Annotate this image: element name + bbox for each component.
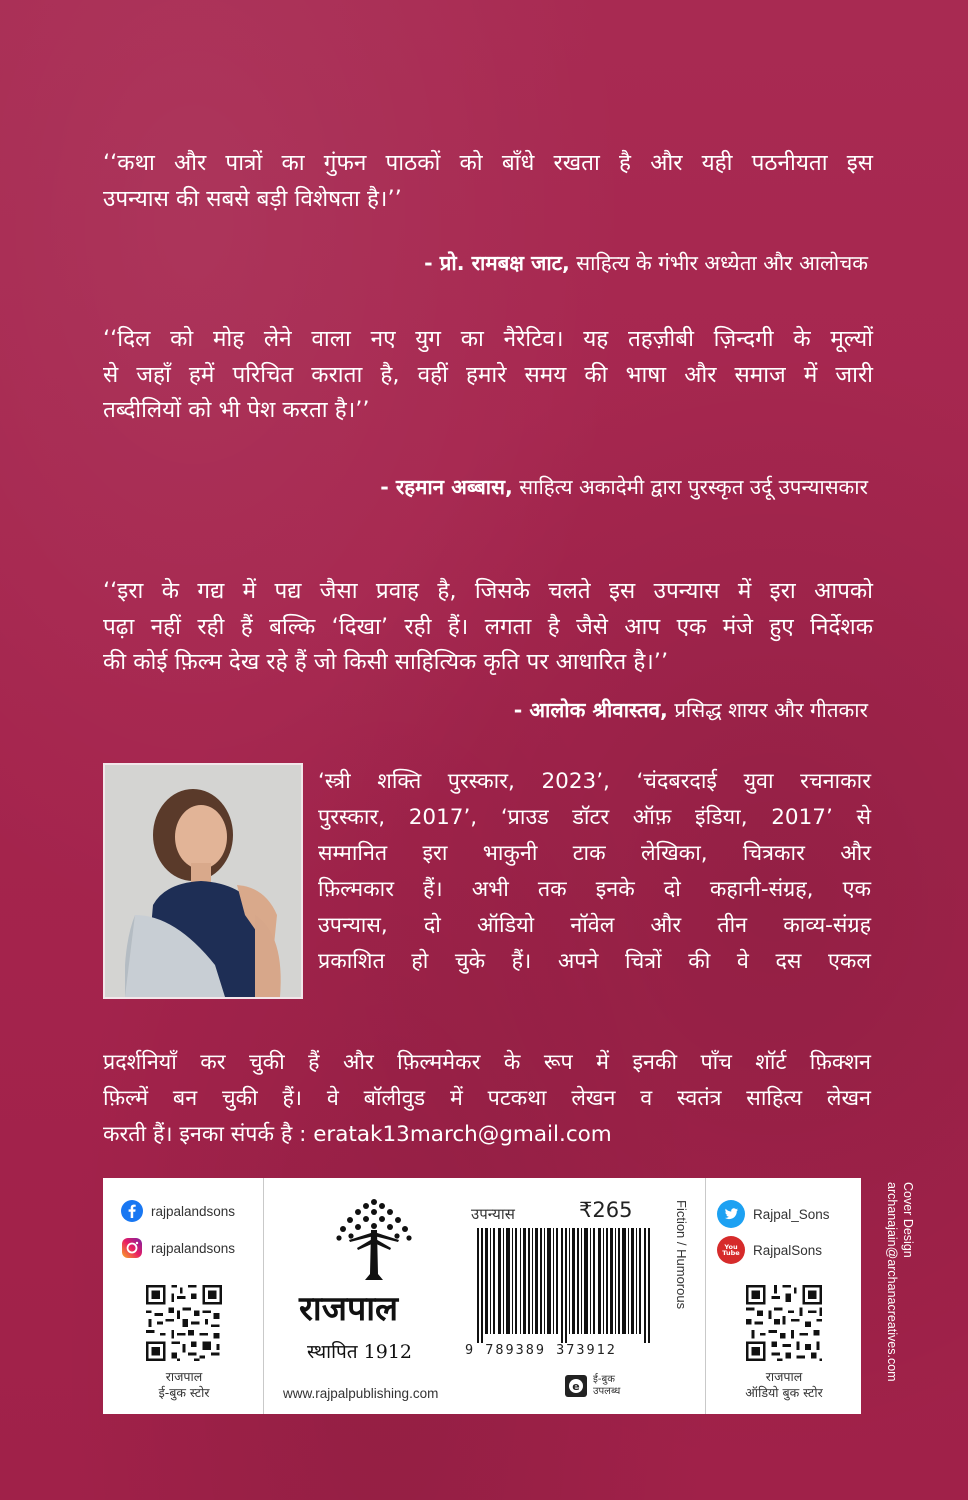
quote-1-author: - प्रो. रामबक्ष जाट, xyxy=(424,251,570,275)
isbn-barcode xyxy=(471,1228,661,1343)
quote-2-author: - रहमान अब्बास, xyxy=(380,475,513,499)
quote-2-line-3: तब्दीलियों को भी पेश करता है।’’ xyxy=(103,397,370,423)
youtube-link[interactable] xyxy=(717,1236,822,1264)
publisher-website[interactable]: www.rajpalpublishing.com xyxy=(283,1386,439,1401)
twitter-icon xyxy=(717,1200,745,1228)
quote-2-attribution xyxy=(380,472,868,502)
quote-3 xyxy=(103,574,873,681)
youtube-icon-text: You Tube xyxy=(722,1243,740,1257)
bio-line-2: पुरस्कार, 2017’, ‘प्राउड डॉटर ऑफ़ इंडिया, 2017’ से xyxy=(318,805,871,830)
twitter-handle: Rajpal_Sons xyxy=(753,1206,830,1222)
panel-divider-2 xyxy=(705,1178,706,1414)
facebook-link[interactable] xyxy=(121,1200,235,1222)
bio-line-8: फ़िल्में बन चुकी हैं। वे बॉलीवुड में पटकथा लेखन व स्वतंत्र साहित्य लेखन xyxy=(103,1086,871,1111)
quote-3-role: प्रसिद्ध शायर और गीतकार xyxy=(674,698,868,722)
quote-2-line-2: से जहाँ हमें परिचित कराता है, वहीं हमारे समय की भाषा और समाज में जारी xyxy=(103,361,873,388)
quote-3-attribution xyxy=(514,695,868,725)
isbn-digits: 9 789389 373912 xyxy=(465,1342,617,1358)
quote-3-line-3: की कोई फ़िल्म देख रहे हैं जो किसी साहित्यिक कृति पर आधारित है।’’ xyxy=(103,649,669,675)
instagram-icon xyxy=(121,1237,143,1259)
cover-design-credit xyxy=(884,1182,916,1382)
quote-2-role: साहित्य अकादेमी द्वारा पुरस्कृत उर्दू उपन्यासकार xyxy=(519,475,868,499)
author-bio-top xyxy=(318,764,871,980)
quote-2-line-1: ‘‘दिल को मोह लेने वाला नए युग का नैरेटिव। यह तहज़ीबी ज़िन्दगी के मूल्यों xyxy=(103,326,873,352)
quote-1-role: साहित्य के गंभीर अध्येता और आलोचक xyxy=(576,251,868,275)
quote-1 xyxy=(103,146,873,217)
quote-1-line-1: ‘‘कथा और पात्रों का गुंफन पाठकों को बाँधे रखता है और यही पठनीयता इस xyxy=(103,150,873,176)
panel-divider-1 xyxy=(263,1178,264,1414)
bio-line-9: करती हैं। इनका संपर्क है : eratak13march@gmail.com xyxy=(103,1122,612,1147)
genre-label: उपन्यास xyxy=(471,1206,515,1223)
cover-design-email: archanajain@archanacreatives.com xyxy=(885,1182,899,1382)
quote-3-author: - आलोक श्रीवास्तव, xyxy=(513,698,668,722)
price-label: ₹265 xyxy=(579,1198,633,1222)
audiobook-store-caption xyxy=(717,1369,851,1401)
bio-line-1: ‘स्त्री शक्ति पुरस्कार, 2023’, ‘चंदबरदाई युवा रचनाकार xyxy=(318,769,871,794)
audiobook-caption-line-2: ऑडियो बुक स्टोर xyxy=(745,1385,823,1400)
category-vertical-label: Fiction / Humorous xyxy=(674,1200,689,1310)
audiobook-store-qr-code[interactable] xyxy=(743,1282,825,1364)
author-photo xyxy=(103,763,303,999)
publisher-established: स्थापित 1912 xyxy=(307,1341,413,1363)
quote-2 xyxy=(103,322,873,429)
bio-line-3: सम्मानित इरा भाकुनी टाक लेखिका, चित्रकार और xyxy=(318,841,871,866)
bio-line-7: प्रदर्शनियाँ कर चुकी हैं और फ़िल्ममेकर के रूप में इनकी पाँच शॉर्ट फ़िक्शन xyxy=(103,1050,871,1075)
youtube-handle: RajpalSons xyxy=(753,1242,823,1258)
facebook-icon xyxy=(121,1200,143,1222)
instagram-handle: rajpalandsons xyxy=(151,1240,236,1256)
instagram-link[interactable] xyxy=(121,1237,235,1259)
quote-3-line-2: पढ़ा नहीं रही हैं बल्कि ‘दिखा’ रही हैं। लगता है जैसे आप एक मंजे हुए निर्देशक xyxy=(103,613,873,640)
audiobook-caption-line-1: राजपाल xyxy=(765,1369,803,1384)
ebook-icon xyxy=(565,1375,587,1397)
twitter-link[interactable] xyxy=(717,1200,830,1228)
svg-text:e: e xyxy=(572,1380,580,1393)
rajpal-tree-logo xyxy=(331,1192,417,1284)
ebook-store-qr-code[interactable] xyxy=(143,1282,225,1364)
quote-1-line-2: उपन्यास की सबसे बड़ी विशेषता है।’’ xyxy=(103,185,402,212)
bio-line-5: उपन्यास, दो ऑडियो नॉवेल और तीन काव्य-संग्रह xyxy=(318,913,871,938)
ebook-label-line-2: उपलब्ध xyxy=(593,1386,621,1397)
author-bio-bottom xyxy=(103,1045,871,1153)
author-portrait-image xyxy=(105,765,301,997)
ebook-available-badge xyxy=(565,1374,620,1398)
cover-design-label: Cover Design xyxy=(901,1182,915,1258)
ebook-label-line-1: ई-बुक xyxy=(593,1374,615,1385)
ebook-store-caption-line-1: राजपाल xyxy=(165,1369,203,1384)
bio-line-4: फ़िल्मकार हैं। अभी तक इनके दो कहानी-संग्रह, एक xyxy=(318,877,871,902)
publisher-panel xyxy=(103,1178,861,1414)
quote-3-line-1: ‘‘इरा के गद्य में पद्य जैसा प्रवाह है, जिसके चलते इस उपन्यास में इरा आपको xyxy=(103,578,873,604)
quote-1-attribution xyxy=(424,248,868,278)
publisher-logo-text: राजपाल xyxy=(299,1289,399,1329)
ebook-store-caption xyxy=(123,1369,245,1401)
bio-line-6: प्रकाशित हो चुके हैं। अपने चित्रों की वे दस एकल xyxy=(318,949,871,974)
ebook-store-caption-line-2: ई-बुक स्टोर xyxy=(158,1385,210,1400)
facebook-handle: rajpalandsons xyxy=(151,1203,236,1219)
